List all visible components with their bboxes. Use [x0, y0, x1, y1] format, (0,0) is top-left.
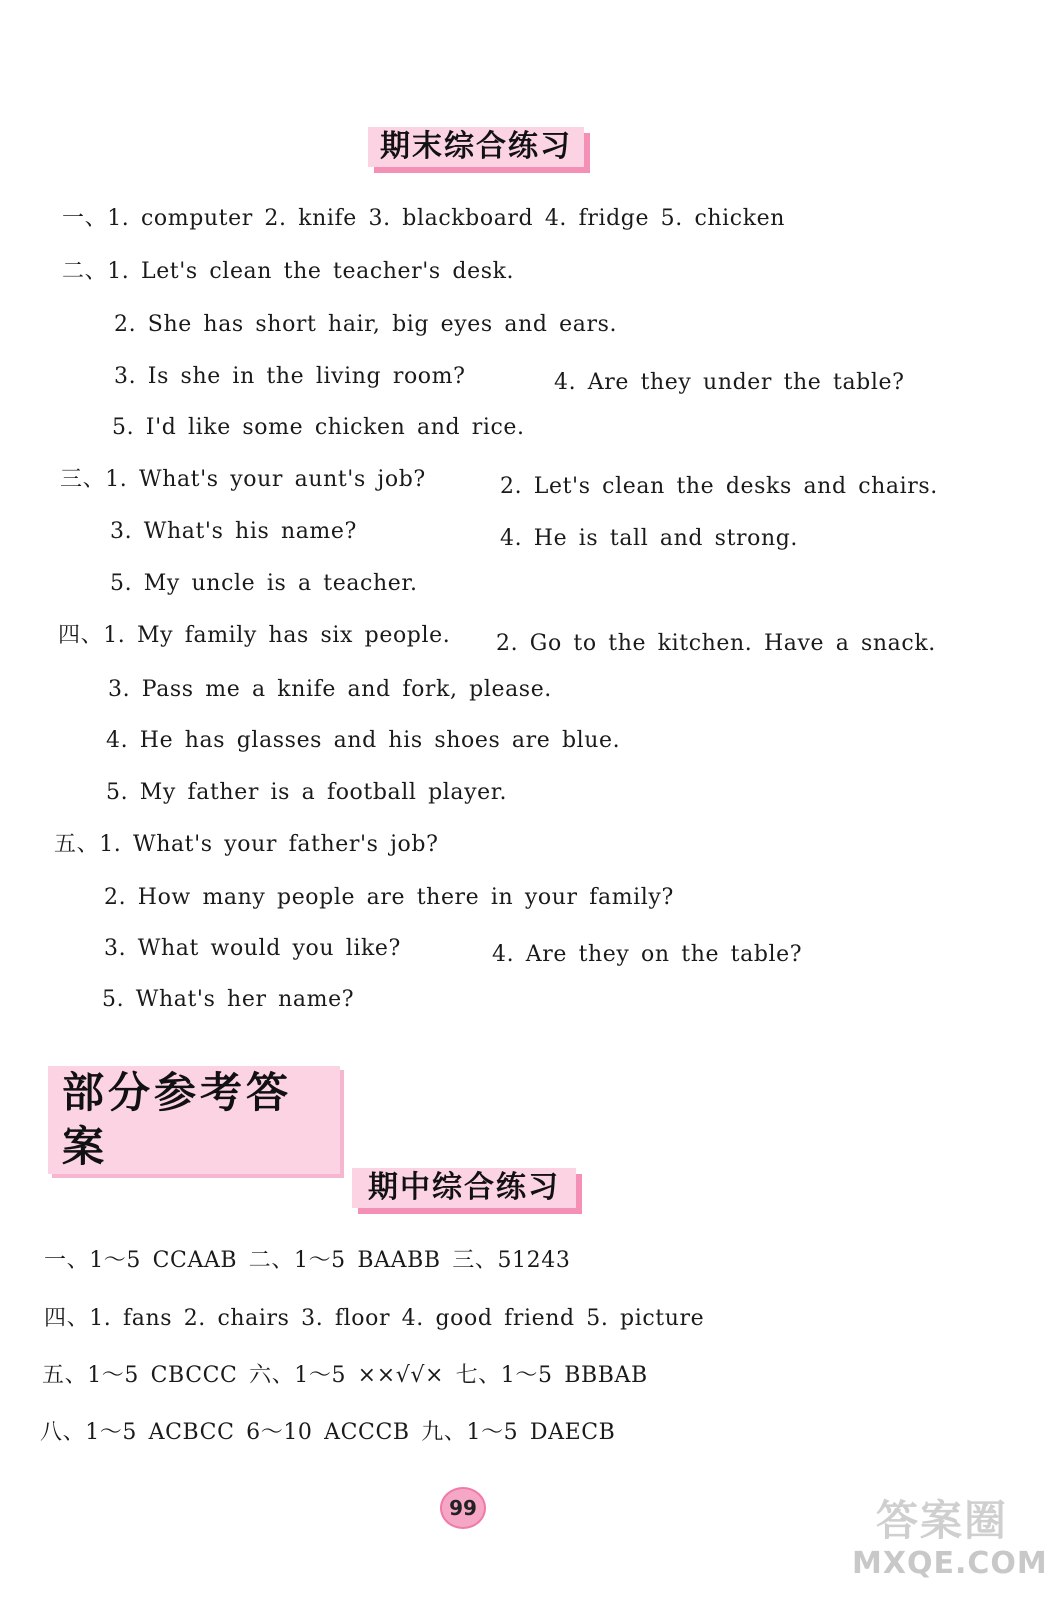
final-line-21: 5. What's her name?	[102, 987, 355, 1012]
final-line-6: 5. I'd like some chicken and rice.	[112, 415, 525, 440]
final-line-12: 四、1. My family has six people.	[58, 623, 451, 648]
answers-header: 部分参考答案	[48, 1066, 340, 1174]
final-line-17: 五、1. What's your father's job?	[54, 832, 439, 857]
final-line-9: 3. What's his name?	[110, 519, 357, 544]
final-line-5: 4. Are they under the table?	[554, 370, 905, 395]
final-line-2: 二、1. Let's clean the teacher's desk.	[62, 259, 515, 284]
final-line-8: 2. Let's clean the desks and chairs.	[500, 474, 938, 499]
watermark-top: 答案圈	[875, 1496, 1008, 1545]
final-line-16: 5. My father is a football player.	[106, 780, 508, 805]
final-line-7: 三、1. What's your aunt's job?	[60, 467, 426, 492]
midterm-line-3: 五、1～5 CBCCC 六、1～5 ××√√× 七、1～5 BBBAB	[42, 1363, 648, 1388]
final-line-19: 3. What would you like?	[104, 936, 401, 961]
final-line-18: 2. How many people are there in your family?	[104, 885, 674, 910]
final-line-14: 3. Pass me a knife and fork, please.	[108, 677, 552, 702]
watermark	[852, 1495, 1048, 1590]
final-section-title: 期末综合练习	[368, 127, 584, 167]
midterm-section-title: 期中综合练习	[352, 1168, 576, 1208]
final-line-20: 4. Are they on the table?	[492, 942, 803, 967]
final-line-3: 2. She has short hair, big eyes and ears.	[114, 312, 618, 337]
midterm-line-1: 一、1～5 CCAAB 二、1～5 BAABB 三、51243	[44, 1248, 571, 1273]
final-line-15: 4. He has glasses and his shoes are blue.	[106, 728, 621, 753]
midterm-line-2: 四、1. fans 2. chairs 3. floor 4. good friend 5. picture	[44, 1306, 705, 1331]
final-line-10: 4. He is tall and strong.	[500, 526, 799, 551]
midterm-line-4: 八、1～5 ACBCC 6～10 ACCCB 九、1～5 DAECB	[40, 1420, 616, 1445]
final-line-13: 2. Go to the kitchen. Have a snack.	[496, 631, 936, 656]
final-line-1: 一、1. computer 2. knife 3. blackboard 4. fridge 5. chicken	[62, 206, 786, 231]
final-line-4: 3. Is she in the living room?	[114, 364, 466, 389]
page-number: 99	[440, 1487, 486, 1529]
watermark-bottom: MXQE.COM	[852, 1546, 1048, 1581]
final-line-11: 5. My uncle is a teacher.	[110, 571, 418, 596]
